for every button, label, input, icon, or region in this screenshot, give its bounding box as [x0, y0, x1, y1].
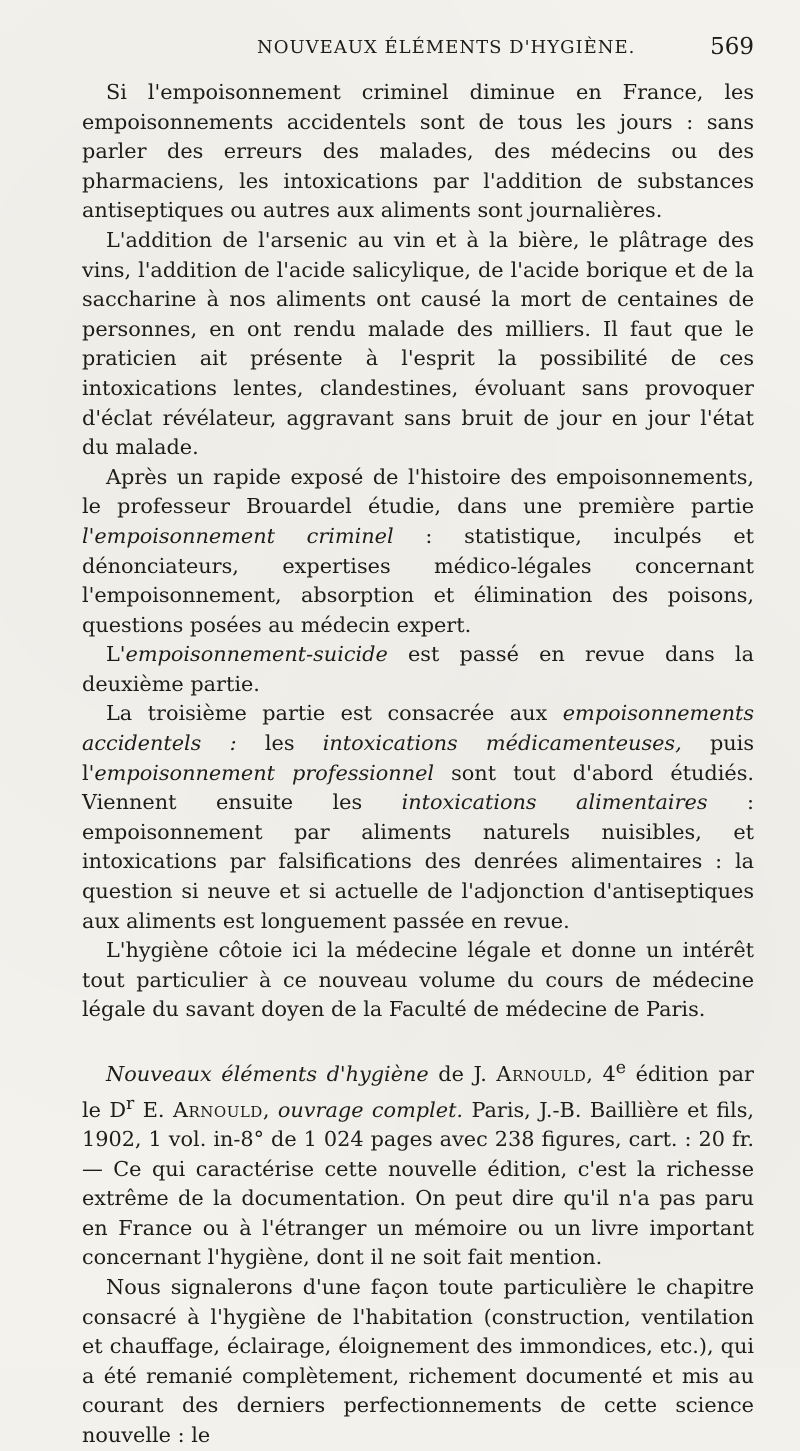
paragraph-additives: L'addition de l'arsenic au vin et à la bière, le plâtrage des vins, l'addition de l'acide salicylique, de l'acide borique et de la saccharine à nos aliments ont causé la mort de centaines de personnes, en ont rendu malade des milliers. Il faut que le praticien ait présente à l'esprit la possibilité de ces intoxications lentes, clandestines, évoluant sans provoquer d'éclat révélateur, aggravant sans bruit de jour en jour l'état du malade.	[82, 227, 754, 460]
author-name: Arnould	[172, 1097, 263, 1122]
paragraph-book-review-arnould: Nouveaux éléments d'hygiène de J. Arnould, 4e édition par le $D^r$ E. Arnould, ouvrage complet. Paris, J.-B. Baillière et fils, 1902, 1 vol. in-8° de 1 024 pages avec 238 figures, cart. : 20 fr. — Ce qui caractérise cette nouvelle édition, c'est la richesse extrême de la documentation. On peut dire qu'il n'a pas paru en France ou à l'étranger un mémoire ou un livre important concernant l'hygiène, dont il ne soit fait mention.	[82, 1058, 754, 1270]
paragraph-part-three: La troisième partie est consacrée aux empoisonnements accidentels : les intoxications médicamenteuses, puis l'empoisonnement professionnel sont tout d'abord étudiés. Viennent ensuite les intoxications alimentaires : empoisonnement par aliments naturels nuisibles, et intoxications par falsifications des denrées alimentaires : la question si neuve et si actuelle de l'adjonction d'antiseptiques aux aliments est longuement passée en revue.	[82, 701, 755, 933]
page-header	[82, 34, 754, 67]
paragraph-criminal-poisoning-decline: Si l'empoisonnement criminel diminue en France, les empoisonnements accidentels sont de tous les jours : sans parler des erreurs des malades, des médecins ou des pharmaciens, les intoxications par l'addition de substances antiseptiques ou autres aux aliments sont journalières.	[82, 80, 754, 223]
paragraph-part-two: L'empoisonnement-suicide est passé en revue dans la deuxième partie.	[82, 642, 754, 696]
book-title: Nouveaux éléments d'hygiène	[106, 1061, 429, 1086]
paragraph-hygiene-legal-medicine: L'hygiène côtoie ici la médecine légale et donne un intérêt tout particulier à ce nouveau volume du cours de médecine légale du savant doyen de la Faculté de médecine de Paris.	[82, 938, 754, 1022]
paragraph-brouardel-part-one: Après un rapide exposé de l'histoire des empoisonnements, le professeur Brouardel étudie, dans une première partie l'empoisonnement criminel : statistique, inculpés et dénonciateurs, expertises médico-légales concernant l'empoisonnement, absorption et élimination des poisons, questions posées au médecin expert.	[82, 464, 755, 637]
page-body	[82, 78, 754, 1451]
paragraph-habitation-chapter: Nous signalerons d'une façon toute particulière le chapitre consacré à l'hygiène de l'habitation (construction, ventilation et chauffage, éclairage, éloignement des immondices, etc.), qui a été remanié complètement, richement documenté et mis au courant des derniers perfectionnements de cette science nouvelle : le	[82, 1275, 754, 1447]
author-name: Arnould	[496, 1061, 587, 1086]
running-title: NOUVEAUX ÉLÉMENTS D'HYGIÈNE.	[257, 37, 636, 58]
page-number: 569	[710, 34, 754, 60]
